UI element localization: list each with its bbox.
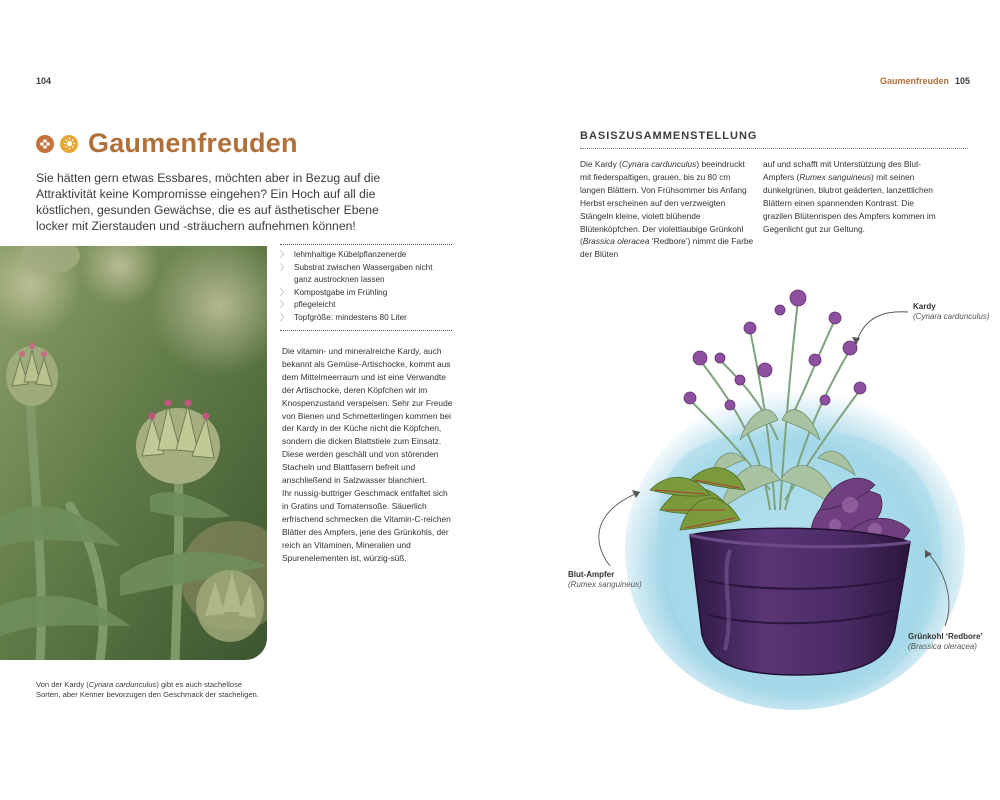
fact-text: Kompostgabe im Frühling bbox=[294, 287, 388, 297]
caption-latin: Cynara cardunculus bbox=[88, 680, 157, 689]
label-blut-ampfer bbox=[568, 570, 642, 590]
label-gruenkohl bbox=[908, 632, 983, 652]
chevron-right-icon: 〉 bbox=[280, 262, 289, 272]
page-title: Gaumenfreuden bbox=[88, 128, 298, 158]
fact-text: Topfgröße: mindestens 80 Liter bbox=[294, 312, 407, 322]
caption-text-1: Von der Kardy ( bbox=[36, 680, 89, 689]
col1-latin-1: Cynara cardunculus bbox=[621, 159, 697, 169]
fact-text: pflegeleicht bbox=[294, 300, 336, 310]
section-heading: BASISZUSAMMENSTELLUNG bbox=[580, 130, 758, 142]
leader-line-gruenkohl bbox=[925, 550, 949, 626]
arrow-head-blut-ampfer bbox=[632, 490, 640, 498]
leader-line-blut-ampfer bbox=[599, 492, 640, 566]
col2-text-1: auf und schafft mit Unterstützung des Blut-Ampfers ( bbox=[763, 159, 922, 182]
fact-text: lehmhaltige Kübelpflanzenerde bbox=[294, 250, 407, 259]
chevron-right-icon: 〉 bbox=[280, 287, 289, 297]
label-kardy-latin: (Cynara cardunculus) bbox=[913, 312, 990, 321]
col1-latin-2: Brassica oleracea bbox=[582, 236, 650, 247]
arrow-head-kardy bbox=[852, 337, 860, 345]
main-paragraph-1: Die vitamin- und mineralreiche Kardy, auch bekannt als Gemüse-Artischocke, kommt aus dem Mittelmeerraum und ist eine Verwandte der Artischocke, deren Köpfchen wir im Knospenzustand verspeisen. Sehr zur Freude von Bienen und Schmetterlingen kommen bei der Kardy in der Küche nicht die Köpfchen, sondern die dicken Blattstiele zum Einsatz. Diese werden geschält und von störenden Stacheln und Blattfasern befreit und anschließend in Salzwasser blanchiert. bbox=[282, 346, 453, 486]
main-paragraph-2: Ihr nussig-buttriger Geschmack entfaltet sich in Gratins und Tomatensoße. Säuerlich erfrischend schmecken die Vitamin-C-reichen Blätter des Ampfers, jene des Grünkohls, der reich an Vitaminen, Mineralien und Spurenelementen ist, würzig-süß. bbox=[282, 487, 451, 563]
col1-text-1: Die Kardy ( bbox=[580, 159, 622, 169]
label-blut-ampfer-latin: (Rumex sanguineus) bbox=[568, 580, 642, 589]
right-page-number: 105 bbox=[954, 76, 970, 86]
chevron-right-icon: 〉 bbox=[280, 300, 289, 310]
leader-line-kardy bbox=[856, 312, 908, 345]
label-gruenkohl-name: Grünkohl ‘Redbore’ bbox=[908, 632, 983, 641]
col1-text-2: ) beeindruckt mit fiederspaltigen, grauen, bis zu 80 cm langen Blättern. Von Frühsommer bis Anfang Herbst erscheinen auf den verzweigten Stängeln kleine, violett blühende Blütenköpfchen. Der violettlaubige Grünkohl ( bbox=[580, 159, 747, 247]
col2-text-2: ) mit seinen dunkelgrünen, blutrot geäderten, lanzettlichen Blättern einen spannenden Kontrast. Die grazilen Blütenrispen des Ampfers kommen im Gegenlicht gut zur Geltung. bbox=[763, 171, 936, 234]
label-kardy bbox=[913, 302, 989, 322]
chevron-right-icon: 〉 bbox=[280, 312, 289, 322]
label-gruenkohl-latin: (Brassica oleracea) bbox=[908, 642, 977, 651]
left-page-number: 104 bbox=[36, 76, 52, 86]
running-head-title: Gaumenfreuden bbox=[879, 76, 949, 86]
fact-text: Substrat zwischen Wassergaben nicht ganz austrocknen lassen bbox=[294, 262, 433, 285]
col2-latin-1: Rumex sanguineus bbox=[799, 171, 872, 182]
label-blut-ampfer-name: Blut-Ampfer bbox=[568, 570, 615, 579]
chevron-right-icon: 〉 bbox=[280, 250, 289, 259]
caption-text-2: ) gibt es auch stachellose Sorten, aber Kenner bevorzugen den Geschmack der stacheligen. bbox=[36, 680, 259, 699]
intro-text: Sie hätten gern etwas Essbares, möchten aber in Bezug auf die Attraktivität keine Kompromisse eingehen? Ein Hoch auf all die köstlichen, gesunden Gewächse, die es auf ästhetischer Ebene locker mit Zierstauden und -sträuchern aufnehmen können! bbox=[36, 171, 381, 233]
col1-text-3: ‘Redbore’) nimmt die Farbe der Blüten bbox=[580, 236, 754, 260]
label-kardy-name: Kardy bbox=[913, 302, 936, 311]
